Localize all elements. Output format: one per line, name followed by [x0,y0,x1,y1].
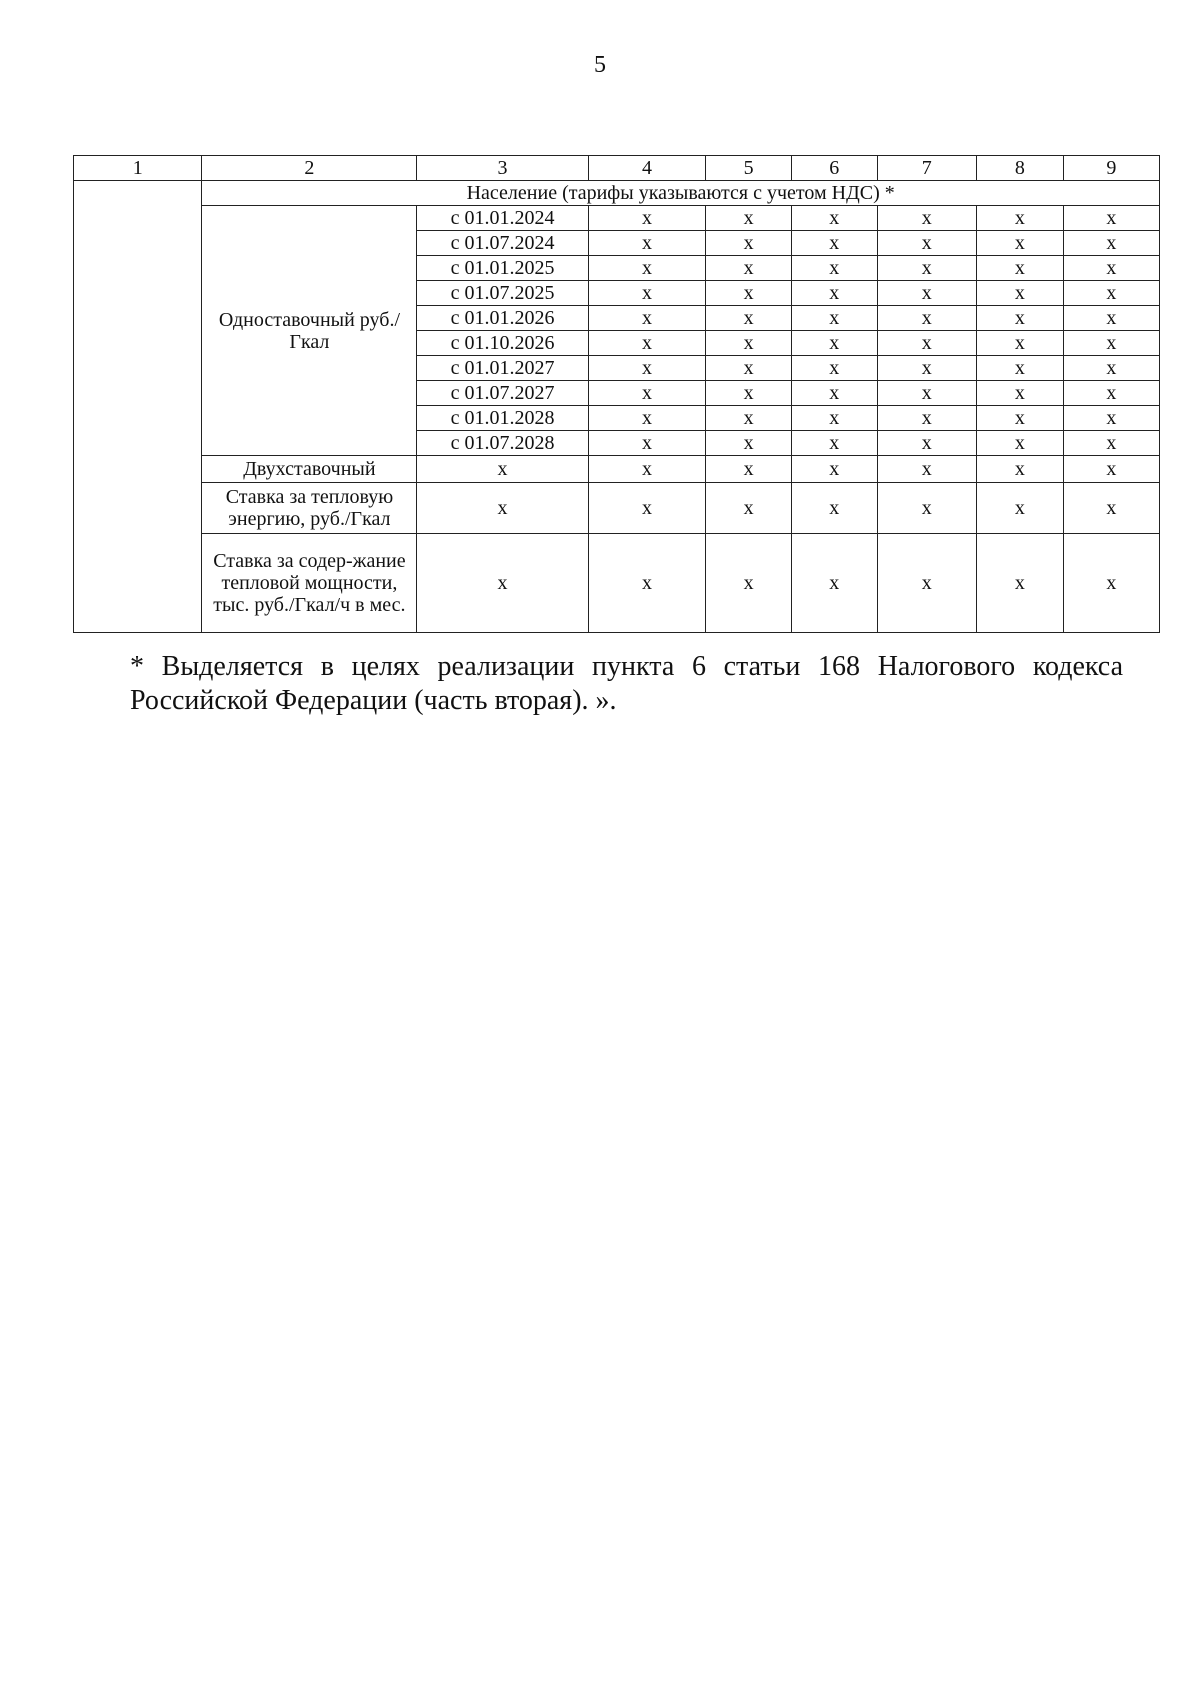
column-number-3: 3 [417,156,588,181]
section-title: Население (тарифы указываются с учетом НДС) * [202,181,1160,206]
tariff-date: с 01.01.2026 [417,306,588,331]
tariff-value: x [588,456,706,483]
tariff-value: x [1063,356,1159,381]
tariff-value: x [977,456,1064,483]
tariff-value: x [588,406,706,431]
tariff-value: x [877,483,977,534]
tariff-value: x [588,381,706,406]
tariff-value: x [1063,431,1159,456]
tariff-value: x [791,306,877,331]
tariff-value: x [588,256,706,281]
tariff-value: x [977,381,1064,406]
tariff-value: x [706,331,792,356]
two-rate-label: Ставка за тепловую энергию, руб./Гкал [202,483,417,534]
tariff-value: x [706,356,792,381]
tariff-value: x [791,406,877,431]
two-rate-label: Ставка за содер-жание тепловой мощности, тыс. руб./Гкал/ч в мес. [202,534,417,633]
tariff-value: x [877,406,977,431]
two-rate-label: Двухставочный [202,456,417,483]
tariff-value: x [588,431,706,456]
header-row [74,156,1160,181]
tariff-date: с 01.07.2028 [417,431,588,456]
tariff-value: x [706,381,792,406]
tariff-value: x [977,206,1064,231]
tariff-date: с 01.07.2024 [417,231,588,256]
tariff-date: с 01.07.2025 [417,281,588,306]
tariff-value: x [977,483,1064,534]
tariff-value: x [706,456,792,483]
tariff-value: x [877,231,977,256]
tariff-value: x [588,281,706,306]
tariff-date: с 01.01.2028 [417,406,588,431]
tariff-date: с 01.01.2024 [417,206,588,231]
single-rate-row [74,206,1160,231]
tariff-value: x [877,256,977,281]
tariff-value: x [977,331,1064,356]
tariff-value: x [877,206,977,231]
tariff-value: x [1063,256,1159,281]
tariff-value: x [791,356,877,381]
tariff-value: x [1063,281,1159,306]
tariff-value: x [1063,231,1159,256]
tariff-value: x [977,406,1064,431]
tariff-value: x [791,483,877,534]
empty-first-column-cell [74,181,202,633]
tariff-value: x [977,281,1064,306]
tariff-value: x [706,306,792,331]
tariff-table [73,155,1160,633]
tariff-value: x [1063,483,1159,534]
page-number: 5 [594,52,606,78]
tariff-value: x [706,256,792,281]
tariff-value: x [588,534,706,633]
tariff-value: x [791,281,877,306]
tariff-value: x [791,456,877,483]
tariff-date: с 01.01.2025 [417,256,588,281]
tariff-value: x [791,534,877,633]
section-row [74,181,1160,206]
tariff-value: x [706,231,792,256]
tariff-value: x [588,331,706,356]
tariff-value: x [1063,406,1159,431]
tariff-table-body [74,156,1160,633]
tariff-value: x [791,431,877,456]
tariff-value: x [588,306,706,331]
tariff-value: x [977,356,1064,381]
column-number-6: 6 [791,156,877,181]
column-number-7: 7 [877,156,977,181]
column-number-8: 8 [977,156,1064,181]
tariff-value: x [588,356,706,381]
tariff-value: x [977,256,1064,281]
tariff-value: x [877,381,977,406]
single-rate-label: Одноставочный руб./Гкал [202,206,417,456]
tariff-value: x [1063,306,1159,331]
two-rate-row [74,534,1160,633]
two-rate-row [74,483,1160,534]
tariff-value: x [977,431,1064,456]
tariff-value: x [417,456,588,483]
tariff-value: x [877,431,977,456]
tariff-date: с 01.10.2026 [417,331,588,356]
tariff-value: x [588,206,706,231]
tariff-value: x [706,281,792,306]
tariff-value: x [706,431,792,456]
tariff-value: x [791,231,877,256]
tariff-value: x [588,483,706,534]
column-number-5: 5 [706,156,792,181]
tariff-value: x [706,483,792,534]
tariff-date: с 01.01.2027 [417,356,588,381]
tariff-value: x [1063,206,1159,231]
tariff-value: x [1063,381,1159,406]
tariff-value: x [417,534,588,633]
tariff-value: x [877,356,977,381]
tariff-value: x [877,281,977,306]
footnote: * Выделяется в целях реализации пункта 6 статьи 168 Налогового кодекса Российской Федерации (часть вторая). ». [130,651,1123,716]
tariff-value: x [791,381,877,406]
tariff-value: x [588,231,706,256]
column-number-2: 2 [202,156,417,181]
tariff-value: x [877,456,977,483]
tariff-value: x [977,306,1064,331]
tariff-value: x [877,306,977,331]
tariff-value: x [977,231,1064,256]
tariff-value: x [1063,534,1159,633]
column-number-4: 4 [588,156,706,181]
tariff-value: x [791,331,877,356]
column-number-1: 1 [74,156,202,181]
tariff-date: с 01.07.2027 [417,381,588,406]
tariff-value: x [1063,456,1159,483]
tariff-value: x [706,206,792,231]
tariff-value: x [706,406,792,431]
two-rate-row [74,456,1160,483]
tariff-value: x [791,206,877,231]
tariff-value: x [417,483,588,534]
column-number-9: 9 [1063,156,1159,181]
tariff-value: x [1063,331,1159,356]
tariff-value: x [877,534,977,633]
tariff-value: x [791,256,877,281]
tariff-value: x [877,331,977,356]
tariff-value: x [977,534,1064,633]
tariff-value: x [706,534,792,633]
